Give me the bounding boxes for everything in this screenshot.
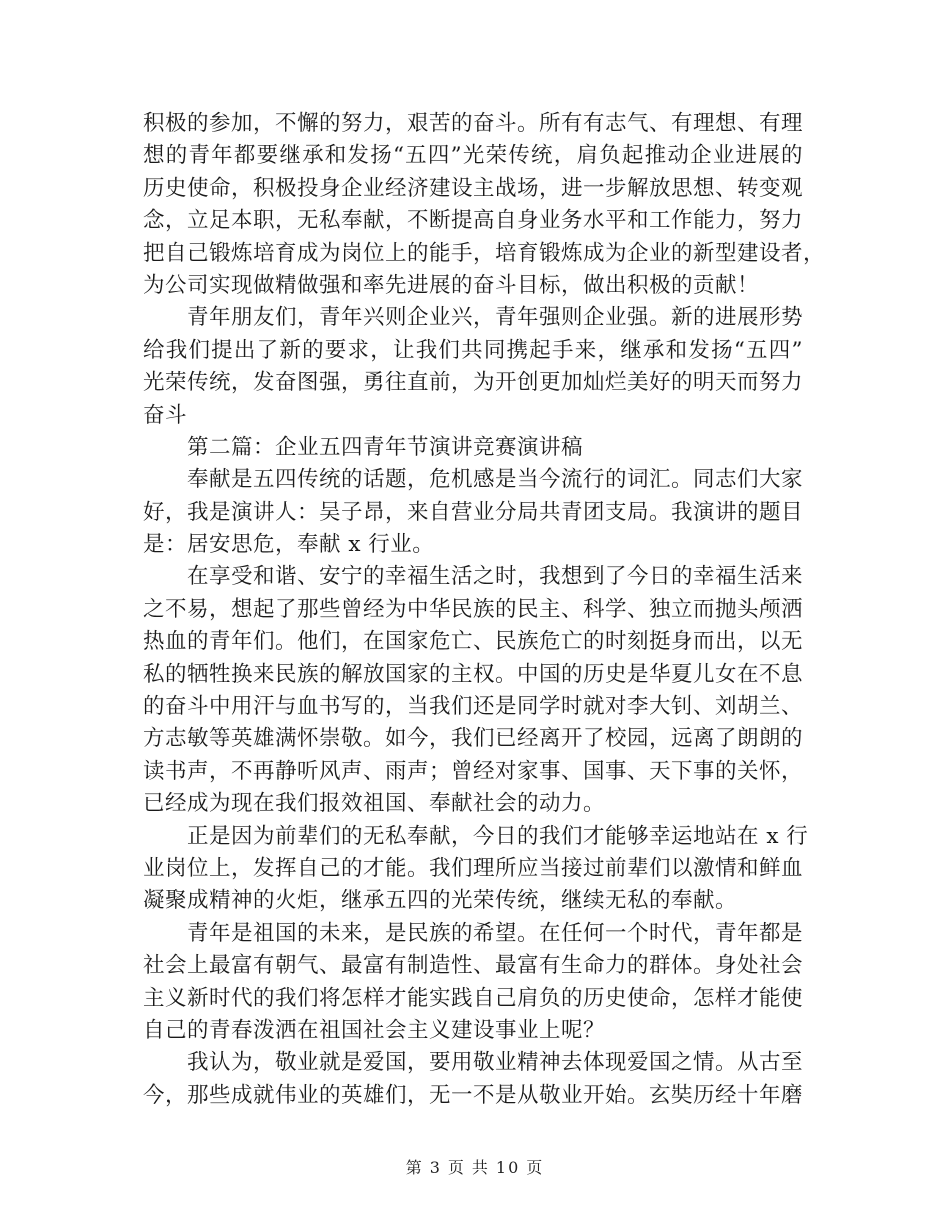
page-number-footer [0, 1155, 950, 1178]
text-line: 主义新时代的我们将怎样才能实践自己肩负的历史使命，怎样才能使 [143, 985, 804, 1011]
paragraph [143, 108, 826, 302]
text-line: 我认为，敬业就是爱国，要用敬业精神去体现爱国之情。从古至 [187, 1050, 804, 1076]
text-line: 热血的青年们。他们，在国家危亡、民族危亡的时刻挺身而出，以无 [143, 629, 804, 655]
paragraph [143, 464, 803, 561]
footer-total-word: 共 [471, 1158, 490, 1177]
text-line: 今，那些成就伟业的英雄们，无一不是从敬业开始。玄奘历经十年磨 [143, 1082, 804, 1108]
text-line: 奋斗 [143, 402, 188, 428]
current-page-number: 3 [429, 1158, 442, 1177]
text-line: 光荣传统，发奋图强，勇往直前，为开创更加灿烂美好的明天而努力 [143, 370, 804, 396]
text-line: 在享受和谐、安宁的幸福生活之时，我想到了今日的幸福生活来 [187, 564, 804, 590]
text-line: 正是因为前辈们的无私奉献，今日的我们才能够幸运地站在 x 行 [187, 823, 809, 849]
text-line: 私的牺牲换来民族的解放国家的主权。中国的历史是华夏儿女在不息 [143, 661, 804, 687]
text-line: 第二篇：企业五四青年节演讲竞赛演讲稿 [187, 434, 584, 460]
text-line: 青年朋友们，青年兴则企业兴，青年强则企业强。新的进展形势 [187, 305, 804, 331]
footer-page-word: 页 [447, 1158, 466, 1177]
text-line: 历史使命，积极投身企业经济建设主战场，进一步解放思想、转变观 [143, 175, 804, 201]
text-line: 奉献是五四传统的话题，危机感是当今流行的词汇。同志们大家 [187, 467, 804, 493]
footer-suffix: 页 [526, 1158, 545, 1177]
footer-prefix: 第 [405, 1158, 424, 1177]
text-line: 青年是祖国的未来，是民族的希望。在任何一个时代，青年都是 [187, 920, 804, 946]
text-line: 社会上最富有朝气、最富有制造性、最富有生命力的群体。身处社会 [143, 953, 804, 979]
text-line: 积极的参加，不懈的努力，艰苦的奋斗。所有有志气、有理想、有理 [143, 111, 804, 136]
total-page-number: 10 [495, 1158, 521, 1177]
paragraph [143, 302, 803, 432]
text-line: 自己的青春泼洒在祖国社会主义建设事业上呢？ [143, 1017, 606, 1043]
paragraph [143, 561, 803, 820]
paragraph [143, 918, 803, 1048]
text-line: 方志敏等英雄满怀崇敬。如今，我们已经离开了校园，远离了朗朗的 [143, 726, 804, 752]
paragraph [143, 1047, 803, 1112]
text-line: 念，立足本职，无私奉献，不断提高自身业务水平和工作能力，努力 [143, 208, 804, 234]
text-line: 为公司实现做精做强和率先进展的奋斗目标，做出积极的贡献！ [143, 272, 760, 298]
text-line: 好，我是演讲人：吴子昂，来自营业分局共青团支局。我演讲的题目 [143, 499, 804, 525]
text-line: 的奋斗中用汗与血书写的，当我们还是同学时就对李大钊、刘胡兰、 [143, 694, 804, 720]
text-line: 想的青年都要继承和发扬“五四”光荣传统，肩负起推动企业进展的 [143, 143, 803, 169]
document-body [143, 108, 826, 1112]
text-line: 之不易，想起了那些曾经为中华民族的民主、科学、独立而抛头颅洒 [143, 596, 804, 622]
text-line: 把自己锻炼培育成为岗位上的能手，培育锻炼成为企业的新型建设者， [143, 240, 826, 266]
text-line: 已经成为现在我们报效祖国、奉献社会的动力。 [143, 791, 606, 817]
text-line: 业岗位上，发挥自己的才能。我们理所应当接过前辈们以激情和鲜血 [143, 855, 804, 881]
text-line: 读书声，不再静听风声、雨声；曾经对家事、国事、天下事的关怀， [143, 758, 804, 784]
paragraph [143, 432, 803, 464]
text-line: 凝聚成精神的火炬，继承五四的光荣传统，继续无私的奉献。 [143, 888, 738, 914]
text-line: 是：居安思危，奉献 x 行业。 [143, 532, 435, 558]
paragraph [143, 821, 809, 918]
text-line: 给我们提出了新的要求，让我们共同携起手来，继承和发扬“五四” [143, 337, 803, 363]
